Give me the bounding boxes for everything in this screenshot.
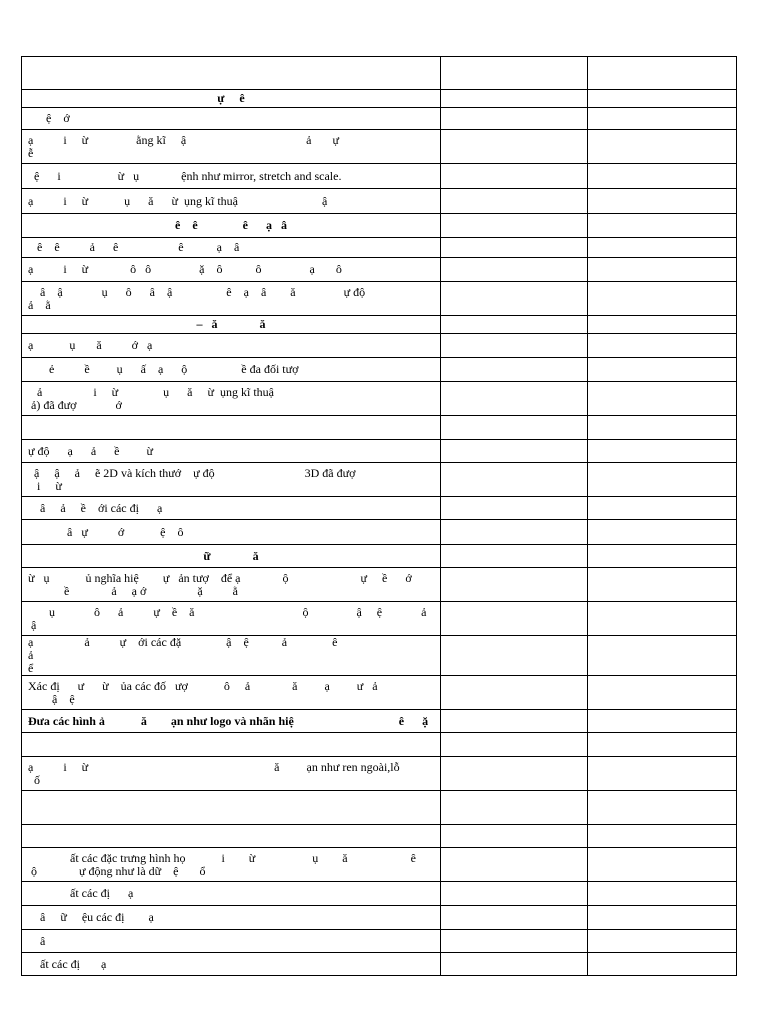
column-2-cell <box>441 282 588 316</box>
row-text-cell: ê ê ê ạ â <box>22 214 441 238</box>
table-row <box>22 953 737 976</box>
table-row <box>22 334 737 358</box>
row-text-cell: ả i ừ ụ ă ừ ụng kĩ thuậ ả) đã đượ ớ <box>22 382 441 416</box>
column-3-cell <box>588 463 737 497</box>
column-3-cell <box>588 825 737 848</box>
table-row <box>22 463 737 497</box>
row-text-cell: – ă ă <box>22 316 441 334</box>
row-text-cell: Đưa các hình ả ă ạn như logo và nhãn hiệ ê ặ <box>22 710 441 733</box>
table-row <box>22 416 737 440</box>
table-row <box>22 358 737 382</box>
table-row <box>22 825 737 848</box>
row-text-cell <box>22 416 441 440</box>
column-3-cell <box>588 733 737 757</box>
row-text-cell: ạ i ừ ụ ă ừ ụng kĩ thuậ ậ <box>22 189 441 214</box>
column-3-cell <box>588 676 737 710</box>
table-row <box>22 214 737 238</box>
column-3-cell <box>588 164 737 189</box>
column-3-cell <box>588 545 737 568</box>
column-2-cell <box>441 334 588 358</box>
row-text-cell: ê ê ả ê ê ạ â <box>22 238 441 258</box>
table-row <box>22 258 737 282</box>
column-2-cell <box>441 382 588 416</box>
table-row <box>22 282 737 316</box>
column-2-cell <box>441 930 588 953</box>
table-row <box>22 520 737 545</box>
column-3-cell <box>588 848 737 882</box>
row-text-cell: ừ ụ ủ nghĩa hiệ ự ản tượ để ạ ộ ự ề ớ ề ả ạ ớ ặ ằ <box>22 568 441 602</box>
column-2-cell <box>441 57 588 90</box>
column-2-cell <box>441 602 588 636</box>
column-2-cell <box>441 791 588 825</box>
column-3-cell <box>588 636 737 676</box>
row-text-cell: ữ ă <box>22 545 441 568</box>
column-3-cell <box>588 416 737 440</box>
requirements-table <box>21 56 737 976</box>
row-text-cell: â ữ ệu các đị ạ <box>22 906 441 930</box>
column-2-cell <box>441 882 588 906</box>
column-3-cell <box>588 602 737 636</box>
column-2-cell <box>441 214 588 238</box>
column-3-cell <box>588 258 737 282</box>
column-3-cell <box>588 791 737 825</box>
table-row <box>22 930 737 953</box>
column-3-cell <box>588 238 737 258</box>
column-3-cell <box>588 440 737 463</box>
table-row <box>22 906 737 930</box>
row-text-cell: ất các đị ạ <box>22 953 441 976</box>
table-row <box>22 164 737 189</box>
column-2-cell <box>441 545 588 568</box>
column-3-cell <box>588 108 737 130</box>
row-text-cell: ẻ ề ụ ấ ạ ộ ề đa đối tượ <box>22 358 441 382</box>
column-3-cell <box>588 334 737 358</box>
row-text-cell: ạ i ừ ằng kĩ ậ ả ự ễ <box>22 130 441 164</box>
table-row <box>22 545 737 568</box>
column-2-cell <box>441 906 588 930</box>
table-row <box>22 90 737 108</box>
column-2-cell <box>441 416 588 440</box>
table-row <box>22 710 737 733</box>
table-row <box>22 757 737 791</box>
table-row <box>22 57 737 90</box>
row-text-cell: ệ ớ <box>22 108 441 130</box>
column-3-cell <box>588 282 737 316</box>
row-text-cell <box>22 57 441 90</box>
column-2-cell <box>441 90 588 108</box>
column-3-cell <box>588 90 737 108</box>
column-3-cell <box>588 710 737 733</box>
column-2-cell <box>441 130 588 164</box>
row-text-cell: ạ i ừ ă ạn như ren ngoài,lỗ ố <box>22 757 441 791</box>
column-3-cell <box>588 882 737 906</box>
row-text-cell: â ự ớ ệ ô <box>22 520 441 545</box>
column-2-cell <box>441 733 588 757</box>
table-row <box>22 568 737 602</box>
table-row <box>22 108 737 130</box>
column-2-cell <box>441 497 588 520</box>
row-text-cell <box>22 791 441 825</box>
column-3-cell <box>588 189 737 214</box>
row-text-cell: Xác đị ư ừ ủa các đố ượ ô ả ă ạ ư ả ậ ệ <box>22 676 441 710</box>
row-text-cell: ệ i ừ ụ ệnh như mirror, stretch and scale. <box>22 164 441 189</box>
row-text-cell: â ậ ụ ô â ậ ê ạ â ă ự độ ả ằ <box>22 282 441 316</box>
table-body <box>22 57 737 976</box>
column-2-cell <box>441 520 588 545</box>
row-text-cell: ạ ả ự ới các đặ ậ ệ ả ê ả ể <box>22 636 441 676</box>
row-text-cell: ất các đị ạ <box>22 882 441 906</box>
column-2-cell <box>441 676 588 710</box>
column-2-cell <box>441 825 588 848</box>
column-3-cell <box>588 382 737 416</box>
column-2-cell <box>441 636 588 676</box>
column-2-cell <box>441 757 588 791</box>
column-3-cell <box>588 57 737 90</box>
table-row <box>22 791 737 825</box>
column-3-cell <box>588 358 737 382</box>
row-text-cell: ự ê <box>22 90 441 108</box>
column-3-cell <box>588 757 737 791</box>
column-2-cell <box>441 164 588 189</box>
column-2-cell <box>441 463 588 497</box>
table-row <box>22 733 737 757</box>
table-row <box>22 636 737 676</box>
column-2-cell <box>441 358 588 382</box>
row-text-cell: â ả ề ới các đị ạ <box>22 497 441 520</box>
column-2-cell <box>441 710 588 733</box>
table-row <box>22 130 737 164</box>
row-text-cell: ạ i ừ ô ô ặ ô ô ạ ô <box>22 258 441 282</box>
column-2-cell <box>441 953 588 976</box>
row-text-cell: ậ ậ ả ẽ 2D và kích thướ ự độ 3D đã đượ i ừ <box>22 463 441 497</box>
row-text-cell: â <box>22 930 441 953</box>
column-3-cell <box>588 568 737 602</box>
column-3-cell <box>588 214 737 238</box>
table-row <box>22 440 737 463</box>
column-2-cell <box>441 108 588 130</box>
row-text-cell: ụ ô ả ự ề ă ộ ậ ệ ả ậ <box>22 602 441 636</box>
column-2-cell <box>441 848 588 882</box>
column-3-cell <box>588 520 737 545</box>
column-2-cell <box>441 189 588 214</box>
column-2-cell <box>441 440 588 463</box>
table-row <box>22 676 737 710</box>
column-2-cell <box>441 568 588 602</box>
column-2-cell <box>441 316 588 334</box>
table-row <box>22 189 737 214</box>
column-3-cell <box>588 316 737 334</box>
row-text-cell <box>22 825 441 848</box>
table-row <box>22 238 737 258</box>
column-2-cell <box>441 238 588 258</box>
table-row <box>22 316 737 334</box>
row-text-cell <box>22 733 441 757</box>
row-text-cell: ạ ụ ă ớ ạ <box>22 334 441 358</box>
table-row <box>22 602 737 636</box>
column-3-cell <box>588 497 737 520</box>
table-row <box>22 497 737 520</box>
column-2-cell <box>441 258 588 282</box>
row-text-cell: ự độ ạ ả ề ừ <box>22 440 441 463</box>
table-row <box>22 848 737 882</box>
column-3-cell <box>588 953 737 976</box>
column-3-cell <box>588 930 737 953</box>
column-3-cell <box>588 906 737 930</box>
column-3-cell <box>588 130 737 164</box>
table-row <box>22 382 737 416</box>
row-text-cell: ất các đặc trưng hình họ i ừ ụ ă ê ộ ự động như là dữ ệ ổ <box>22 848 441 882</box>
table-row <box>22 882 737 906</box>
